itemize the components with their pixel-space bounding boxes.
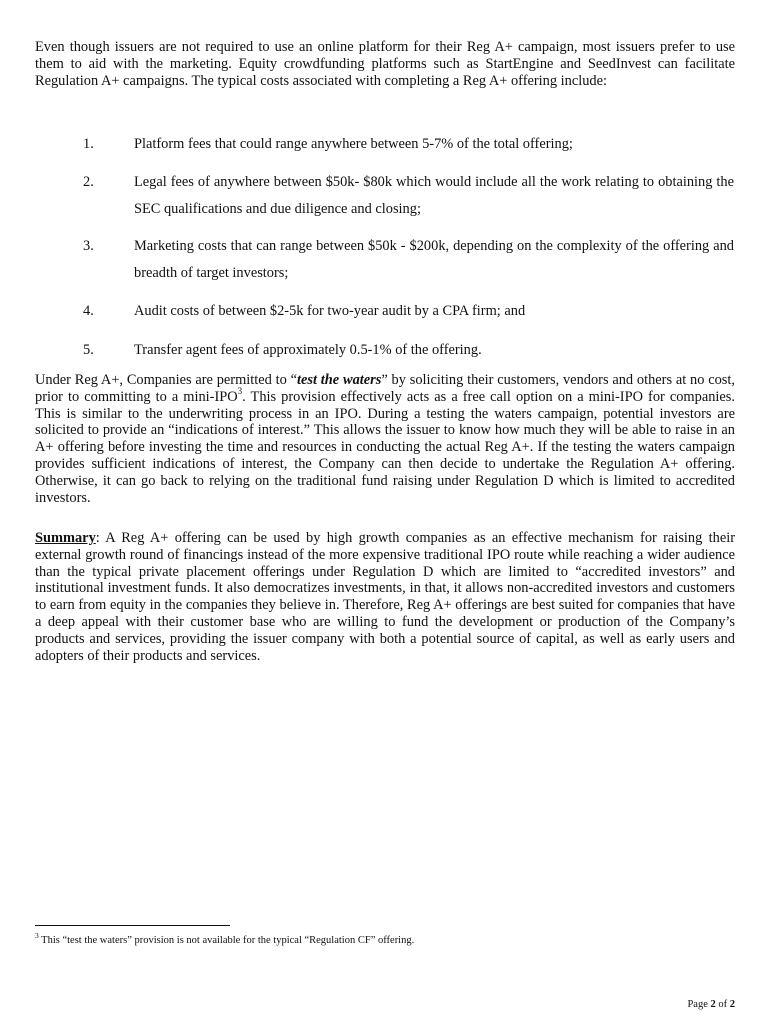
list-text: Marketing costs that can range between $50k - $200k, depending on the complexity of the offering and breadth of target investors; <box>134 238 734 281</box>
footnote-text: This “test the waters” provision is not available for the typical “Regulation CF” offering. <box>38 935 415 946</box>
testing-text-before: Under Reg A+, Companies are permitted to “ <box>35 372 298 388</box>
test-the-waters-paragraph <box>35 372 735 506</box>
test-the-waters-emphasis: test the waters <box>297 372 382 388</box>
testing-text-middle: ” by soliciting their customers, vendors and others at no cost, prior to committing to a mini-IPO <box>35 372 735 405</box>
list-number: 4. <box>83 303 94 319</box>
page-label: Page <box>687 999 711 1010</box>
footnote-divider <box>35 925 230 926</box>
footnote-reference[interactable]: 3 <box>237 386 243 396</box>
list-text: Audit costs of between $2-5k for two-year audit by a CPA firm; and <box>134 303 526 319</box>
list-number: 5. <box>83 342 94 358</box>
footnote-number: 3 <box>35 930 39 940</box>
intro-paragraph: Even though issuers are not required to use an online platform for their Reg A+ campaign, most issuers prefer to use them to aid with the marketing. Equity crowdfunding platforms such as StartEngine and SeedInvest can facilitate Regulation A+ campaigns. The typical costs associated with completing a Reg A+ offering include: <box>35 39 735 89</box>
page-number <box>687 998 735 1012</box>
page-total: 2 <box>729 999 735 1010</box>
testing-text-after: . This provision effectively acts as a free call option on a mini-IPO for companies. This is similar to the underwriting process in an IPO. During a testing the waters campaign, potential investors are solicited to provide an “indications of interest.” This allows the issuer to know how much they will be able to raise in an A+ offering before investing the time and resources in conducting the actual Reg A+. If the testing the waters campaign provides sufficient indications of interest, the Company can then decide to undertake the Regulation A+ offering. Otherwise, it can go back to relying on the traditional fund raising under Regulation D which is limited to accredited investors. <box>35 388 735 506</box>
summary-text: : A Reg A+ offering can be used by high growth companies as an effective mechanism for raising their external growth round of financings instead of the more expensive traditional IPO route while reaching a wider audience than the typical private placement offerings under Regulation D which are limited to “accredited investors” and institutional investment funds. It also democratizes investments, in that, it allows non-accredited investors and customers to earn from equity in the companies they believe in. Therefore, Reg A+ offerings are best suited for companies that have a deep appeal with their customer base who are willing to fund the development or production of the Company’s products and services, providing the issuer company with both a potential source of capital, as well as early users and adopters of their products and services. <box>35 530 735 664</box>
list-number: 3. <box>83 238 94 254</box>
summary-label: Summary <box>35 530 96 546</box>
footnote <box>35 930 735 948</box>
list-text: Legal fees of anywhere between $50k- $80k which would include all the work relating to obtaining the SEC qualifications and due diligence and closing; <box>134 174 734 217</box>
list-text: Platform fees that could range anywhere between 5-7% of the total offering; <box>134 136 573 152</box>
list-number: 1. <box>83 136 94 152</box>
list-number: 2. <box>83 174 94 190</box>
list-text: Transfer agent fees of approximately 0.5-1% of the offering. <box>134 342 482 358</box>
page-current: 2 <box>710 999 716 1010</box>
page-of: of <box>715 999 730 1010</box>
summary-paragraph <box>35 530 735 664</box>
